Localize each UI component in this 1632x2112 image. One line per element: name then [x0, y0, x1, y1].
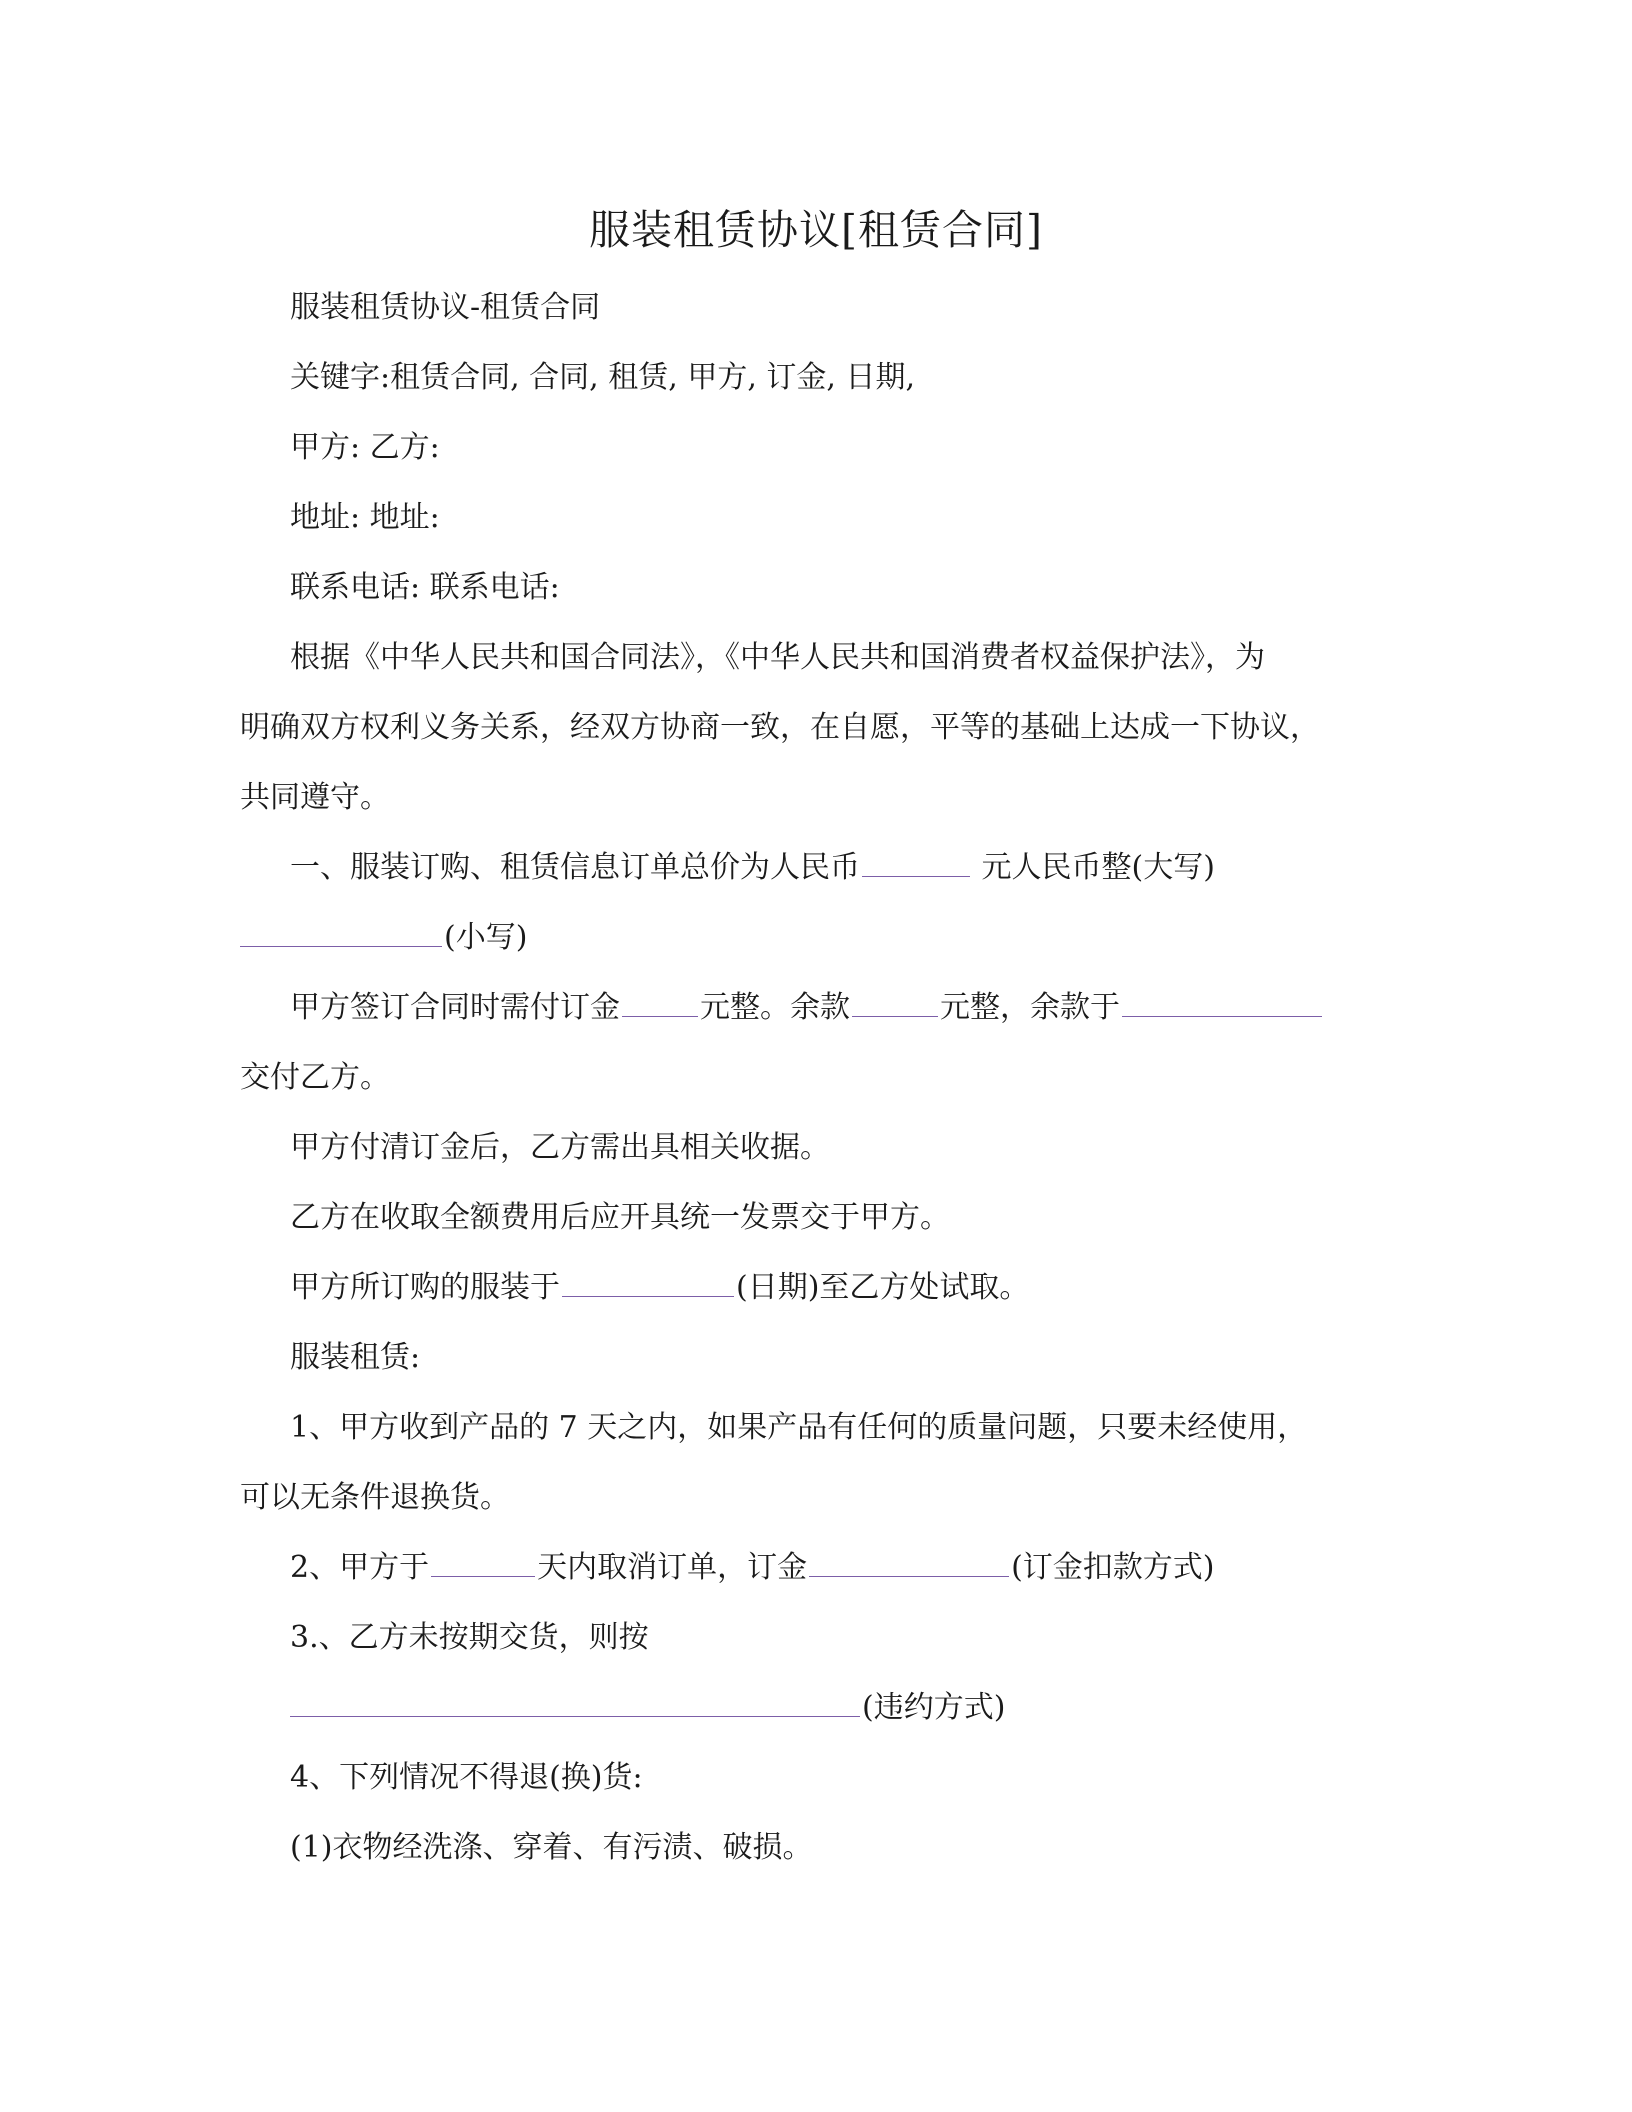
clause-1-text-a: 一、服装订购、租赁信息订单总价为人民币 [290, 850, 860, 885]
preamble-line-1: 根据《中华人民共和国合同法》，《中华人民共和国消费者权益保护法》，为 [290, 640, 1265, 675]
clause-1-text-c: (小写) [444, 920, 528, 955]
balance-date-blank[interactable] [1122, 986, 1322, 1017]
phone-line: 联系电话: 联系电话: [290, 570, 560, 605]
amount-lowercase-blank[interactable] [240, 916, 442, 947]
rental-heading: 服装租赁: [290, 1340, 421, 1375]
total-price-blank[interactable] [862, 846, 970, 877]
deposit-text-c: 元整，余款于 [940, 990, 1120, 1025]
item-4-sub-1: (1)衣物经洗涤、穿着、有污渍、破损。 [290, 1830, 813, 1865]
fitting-date-blank[interactable] [562, 1266, 734, 1297]
cancel-days-blank[interactable] [431, 1546, 535, 1577]
breach-method-blank[interactable] [290, 1686, 860, 1717]
deposit-line-2: 交付乙方。 [240, 1060, 390, 1095]
preamble-line-2: 明确双方权利义务关系，经双方协商一致，在自愿，平等的基础上达成一下协议， [240, 710, 1320, 745]
receipt-line: 甲方付清订金后，乙方需出具相关收据。 [290, 1130, 830, 1165]
item-3-line-1: 3.、乙方未按期交货，则按 [290, 1620, 649, 1655]
document-title: 服装租赁协议[租赁合同] [589, 206, 1043, 254]
address-line: 地址: 地址: [290, 500, 440, 535]
fitting-text-a: 甲方所订购的服装于 [290, 1270, 560, 1305]
item-2-line [290, 1546, 1215, 1590]
balance-amount-blank[interactable] [852, 986, 938, 1017]
item-3-line-2 [290, 1686, 1005, 1730]
item-2-text-a: 2、甲方于 [290, 1550, 430, 1585]
keywords: 关键字:租赁合同, 合同, 租赁, 甲方, 订金, 日期, [290, 360, 916, 395]
fitting-text-b: (日期)至乙方处试取。 [736, 1270, 1030, 1305]
clause-1-text-b: 元人民币整(大写) [972, 850, 1215, 885]
fitting-line [290, 1266, 1029, 1310]
subtitle: 服装租赁协议-租赁合同 [290, 290, 601, 325]
deposit-amount-blank[interactable] [622, 986, 698, 1017]
preamble-line-3: 共同遵守。 [240, 780, 390, 815]
clause-1-line-2 [240, 916, 527, 960]
item-2-text-c: (订金扣款方式) [1011, 1550, 1215, 1585]
item-3-text-b: (违约方式) [862, 1690, 1006, 1725]
item-1-line-2: 可以无条件退换货。 [240, 1480, 510, 1515]
deposit-text-b: 元整。余款 [700, 990, 850, 1025]
invoice-line: 乙方在收取全额费用后应开具统一发票交于甲方。 [290, 1200, 950, 1235]
item-2-text-b: 天内取消订单，订金 [537, 1550, 808, 1585]
item-4-line: 4、下列情况不得退(换)货: [290, 1760, 643, 1795]
deposit-text-a: 甲方签订合同时需付订金 [290, 990, 620, 1025]
parties-line: 甲方: 乙方: [290, 430, 440, 465]
item-1-line-1: 1、甲方收到产品的 7 天之内，如果产品有任何的质量问题，只要未经使用， [290, 1410, 1308, 1445]
deposit-deduction-blank[interactable] [809, 1546, 1009, 1577]
deposit-line-1 [290, 986, 1324, 1030]
clause-1-line-1 [290, 846, 1215, 890]
